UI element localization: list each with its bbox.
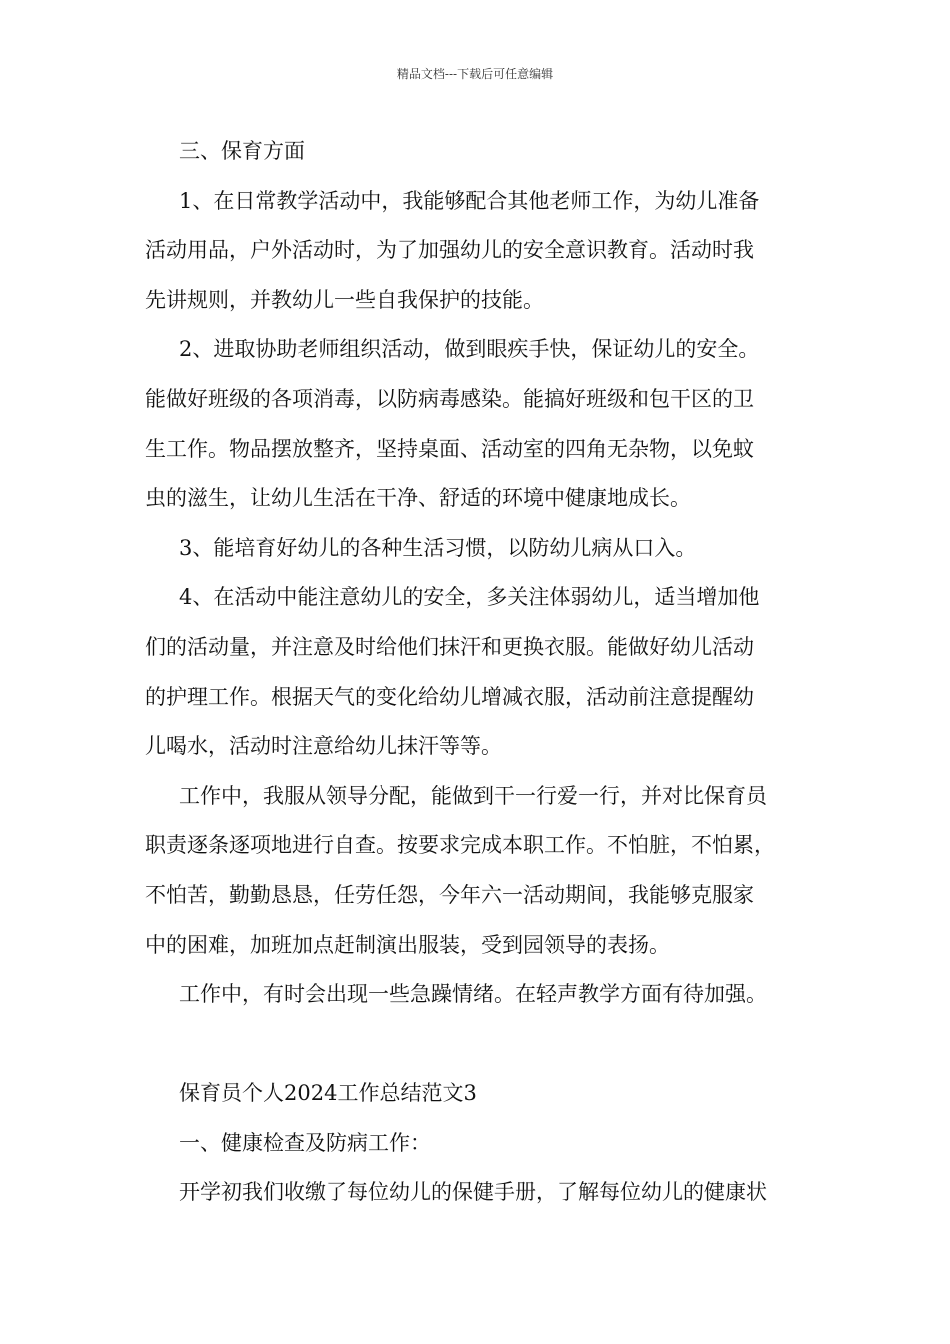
paragraph-line: 4、在活动中能注意幼儿的安全，多关注体弱幼儿，适当增加他: [179, 585, 760, 610]
paragraph-line: 2、进取协助老师组织活动，做到眼疾手快，保证幼儿的安全。: [179, 337, 760, 362]
section-heading: 三、保育方面: [179, 139, 305, 163]
paragraph-line: 中的困难，加班加点赶制演出服装，受到园领导的表扬。: [145, 932, 670, 957]
paragraph-line: 虫的滋生，让幼儿生活在干净、舒适的环境中健康地成长。: [145, 486, 691, 511]
paragraph-line: 1、在日常教学活动中，我能够配合其他老师工作，为幼儿准备: [179, 188, 760, 213]
paragraph-line: 不怕苦，勤勤恳恳，任劳任怨，今年六一活动期间，我能够克服家: [145, 882, 754, 907]
paragraph-line: 工作中，有时会出现一些急躁情绪。在轻声教学方面有待加强。: [179, 982, 767, 1007]
paragraph-line: 职责逐条逐项地进行自查。按要求完成本职工作。不怕脏，不怕累，: [145, 833, 775, 858]
paragraph-line: 生工作。物品摆放整齐，坚持桌面、活动室的四角无杂物，以免蚊: [145, 436, 754, 461]
paragraph-line: 先讲规则，并教幼儿一些自我保护的技能。: [145, 287, 544, 312]
paragraph-line: 们的活动量，并注意及时给他们抹汗和更换衣服。能做好幼儿活动: [145, 634, 754, 659]
document-title: 保育员个人2024工作总结范文3: [179, 1081, 477, 1106]
document-body: [145, 127, 810, 1218]
page-header: 精品文档---下载后可任意编辑: [396, 67, 554, 81]
paragraph-line: 工作中，我服从领导分配，能做到干一行爱一行，并对比保育员: [179, 783, 767, 808]
paragraph-line: 活动用品，户外活动时，为了加强幼儿的安全意识教育。活动时我: [145, 238, 754, 263]
section-heading: 一、健康检查及防病工作：: [179, 1130, 431, 1155]
paragraph-line: 开学初我们收缴了每位幼儿的保健手册，了解每位幼儿的健康状: [179, 1180, 767, 1205]
blank-line: [145, 1020, 810, 1070]
paragraph-line: 3、能培育好幼儿的各种生活习惯，以防幼儿病从口入。: [179, 535, 697, 560]
paragraph-line: 的护理工作。根据天气的变化给幼儿增减衣服，活动前注意提醒幼: [145, 684, 754, 709]
paragraph-line: 能做好班级的各项消毒，以防病毒感染。能搞好班级和包干区的卫: [145, 386, 754, 411]
paragraph-line: 儿喝水，活动时注意给幼儿抹汗等等。: [145, 734, 502, 759]
